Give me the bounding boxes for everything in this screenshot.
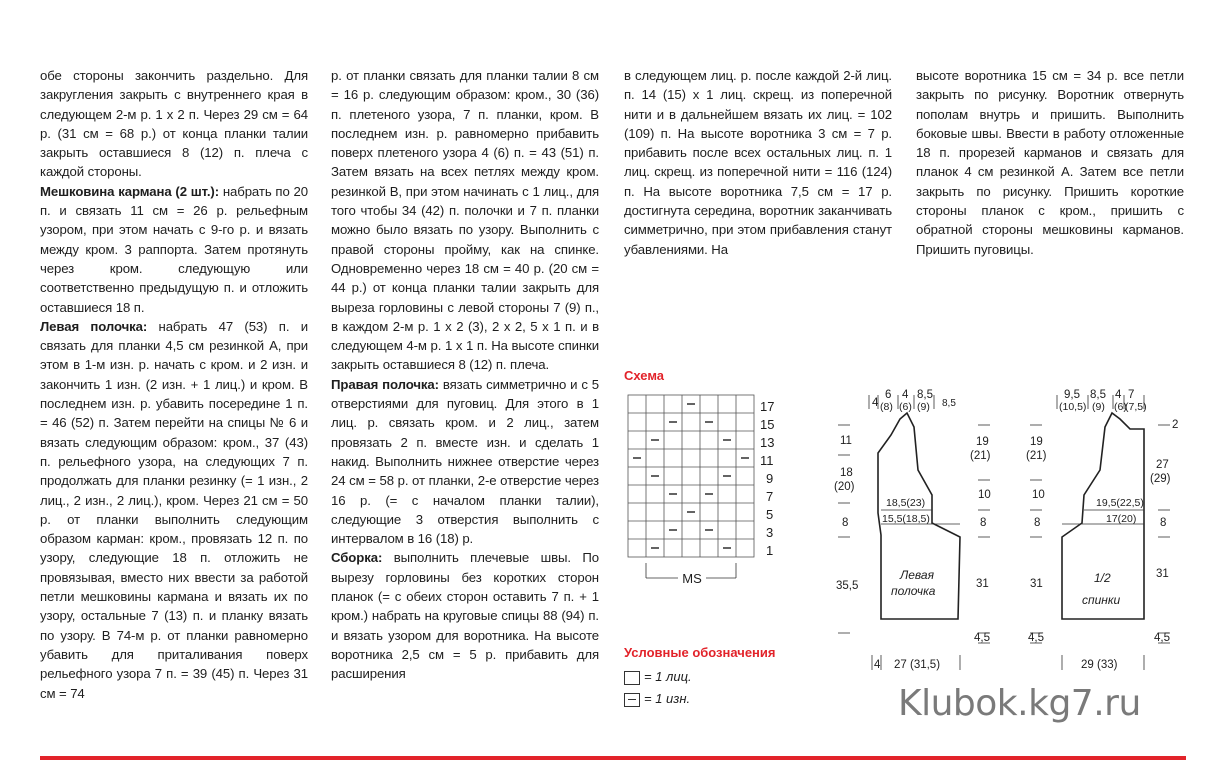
section-heading: Мешковина кармана (2 шт.):	[40, 183, 219, 199]
legend-item-purl	[624, 691, 690, 707]
dimension-labels	[1026, 389, 1178, 671]
dimension-lines	[838, 395, 990, 670]
dim-label: (21)	[1026, 450, 1047, 462]
dim-label: (6)	[899, 401, 912, 413]
dim-label: 11	[840, 435, 852, 447]
dim-label: (21)	[970, 450, 991, 462]
paragraph-text: набрать 47 (53) п. и связать для планки 4,5 см резинкой А, при этом в 1-м изн. р. начать с кром. и 2 изн. и закончить 1 изн. (2 изн. + 1 лиц.) и кром. В последнем изн. р. убавить посередине 1 п. = 46 (52) п. Затем перейти на спицы № 6 и вязать следующим образом: кром., 37 (43) п. рельефного узора, на следующих 7 п. продолжать для планки резинку (= 1 изн., 2 лиц., 2 изн., 2 лиц.), кром. Через 21 см = 50 р. от планки выполнить следующим образом карман: кром., провязать 12 п. по узору, следующие 18 п. отложить не провязывая, вместо них ввести за работой петли мешковины кармана и вязать их по узору, остальные 7 (13) п. и планку вязать по узору. В 74-м р. от планки равномерно убавить для приталивания поверх рельефного узора 7 п. = 39 (45) п. Через 31 см = 74	[40, 318, 308, 701]
pattern-left-front	[828, 385, 1008, 675]
dim-label: 6	[885, 389, 892, 401]
text-column-1	[40, 66, 308, 703]
pattern-half-back	[1020, 385, 1186, 675]
paragraph: в следующем лиц. р. после каждой 2-й лиц. п. 14 (15) х 1 лиц. скрещ. из поперечной нити и в дальнейшем вязать их лиц. = 102 (109) п. На высоте воротника 3 см = 7 р. прибавить после всех остальных лиц. п. 1 лиц. скрещ. из поперечной нити = 116 (124) п. На высоте воротника 7,5 см = 17 р. достигнута середина, воротник заканчивать симметрично, при этом прибавления станут убавлениями. На	[624, 68, 892, 257]
repeat-label: MS	[682, 571, 702, 586]
dim-label: 8,5	[917, 389, 933, 401]
dim-label: 4,5	[1028, 632, 1044, 644]
dim-label: 35,5	[836, 580, 859, 592]
paragraph	[40, 317, 308, 703]
section-heading: Правая полочка:	[331, 376, 439, 392]
dim-label: 9,5	[1064, 389, 1080, 401]
piece-label-line: спинки	[1082, 593, 1121, 607]
text-column-3	[624, 66, 892, 259]
piece-label-line: Левая	[900, 568, 934, 582]
scheme-title: Схема	[624, 368, 665, 383]
dim-label: 8	[980, 517, 987, 529]
dim-label: 10	[978, 489, 991, 501]
dim-label: 31	[1030, 578, 1043, 590]
row-number: 1	[766, 543, 774, 558]
dim-label: 27 (31,5)	[894, 659, 941, 671]
dim-label: 31	[1156, 568, 1169, 580]
row-number: 9	[766, 471, 774, 486]
piece-label	[891, 568, 936, 598]
dim-label: 19	[1030, 436, 1043, 448]
dim-label: 31	[976, 578, 989, 590]
legend-knit-label: = 1 лиц.	[644, 669, 692, 684]
paragraph: высоте воротника 15 см = 34 р. все петли закрыть по рисунку. Воротник отвернуть пополам внутрь и пришить. Выполнить боковые швы. Ввести в работу отложенные 18 п. прорезей карманов и связать для планок 4 см резинкой А. Затем все петли закрыть по рисунку. Пришить короткие стороны планок с кром., пришить с обратной стороны мешковины карманов. Пришить пуговицы.	[916, 68, 1184, 257]
section-heading: Левая полочка:	[40, 318, 148, 334]
dim-label: 2	[1172, 419, 1179, 431]
dim-label: 4	[872, 397, 879, 409]
row-number: 5	[766, 507, 774, 522]
dim-label: (9)	[917, 401, 930, 413]
chart-grid	[628, 395, 754, 557]
row-number: 11	[760, 453, 774, 468]
dim-label: 8,5	[942, 398, 956, 409]
section-heading: Сборка:	[331, 550, 383, 566]
paragraph: обе стороны закончить раздельно. Для закругления закрыть с внутреннего края в следующем 2-м р. 1 х 2 п. Через 29 см = 64 р. (31 см = 68 р.) от конца планки талии закрыть оставшиеся 8 (12) п. плеча с каждой стороны.	[40, 68, 308, 180]
knitting-chart	[620, 388, 790, 598]
dimension-lines	[1030, 395, 1170, 670]
dim-label: 4,5	[1154, 632, 1170, 644]
purl-marks	[633, 404, 749, 548]
dim-label: 18	[840, 467, 853, 479]
piece-label-line: 1/2	[1094, 571, 1111, 585]
site-watermark: Klubok.kg7.ru	[898, 683, 1141, 724]
dim-label: 4,5	[974, 632, 990, 644]
dim-label: 4	[902, 389, 909, 401]
dim-label: 7	[1128, 389, 1135, 401]
row-number: 15	[760, 417, 775, 432]
dim-label: 4	[874, 659, 881, 671]
footer-rule	[40, 756, 1186, 760]
dim-label: 27	[1156, 459, 1169, 471]
dim-label: 8	[1034, 517, 1041, 529]
paragraph-text: выполнить плечевые швы. По вырезу горловины без коротких сторон планок (= с обеих сторон оставить 7 п. + 1 кром.) набрать на круговые спицы 88 (94) п. и вязать узором для воротника. На высоте воротника 2,5 см = 5 р. прибавить для расширения	[331, 550, 599, 682]
dim-label: (9)	[1092, 401, 1105, 413]
dim-label: (10,5)	[1059, 401, 1087, 413]
dim-label: 10	[1032, 489, 1045, 501]
dim-label: 19	[976, 436, 989, 448]
paragraph-text: вязать симметрично и с 5 отверстиями для пуговиц. Для этого в 1 лиц. р. связать кром. и 2 лиц., затем провязать 2 п. вместе изн. и сделать 1 накид. Выполнить нижнее отверстие через 24 см = 58 р. от планки, 2-е отверстие через 16 р. (= с началом планки талии), следующие 3 отверстия выполнить с интервалом в 16 (18) р.	[331, 376, 599, 547]
dimension-labels	[834, 389, 991, 671]
paragraph	[40, 182, 308, 317]
text-column-2	[331, 66, 599, 684]
legend-item-knit	[624, 669, 692, 685]
dim-label: (6)	[1114, 401, 1127, 413]
piece-label	[1082, 571, 1121, 607]
purl-symbol-icon	[624, 693, 640, 707]
dim-label: 8	[1160, 517, 1167, 529]
knit-symbol-icon	[624, 671, 640, 685]
dim-label: 8	[842, 517, 849, 529]
paragraph: р. от планки связать для планки талии 8 см = 16 р. следующим образом: кром., 30 (36) п. плетеного узора, 7 п. планки, кром. В последнем изн. р. равномерно прибавить поверх плетеного узора 4 (6) п. = 43 (51) п. Затем вязать на всех петлях между кром. резинкой В, при этом начинать с 1 лиц., для того чтобы 34 (42) п. полочки и 7 п. планки можно было вязать по узору. Выполнить с правой стороны пройму, как на спинке. Одновременно через 18 см = 40 р. (20 см = 44 р.) от конца планки талии закрыть для выреза горловины с левой стороны 7 (9) п., в каждом 2-м р. 1 х 2 (3), 2 х 2, 5 х 1 п. и в следующем 4-м р. 1 х 1 п. На высоте спинки закрыть оставшиеся 8 (12) п. плеча.	[331, 68, 599, 373]
row-numbers	[760, 399, 774, 558]
dim-label: 18,5(23)	[886, 497, 926, 509]
dim-label: 19,5(22,5)	[1096, 497, 1144, 509]
dim-label: 4	[1115, 389, 1122, 401]
paragraph	[331, 375, 599, 549]
row-number: 17	[760, 399, 775, 414]
paragraph	[331, 548, 599, 683]
row-number: 3	[766, 525, 774, 540]
dim-label: (8)	[880, 401, 893, 413]
piece-label-line: полочка	[891, 584, 936, 598]
paragraph-text: набрать по 20 п. и связать 11 см = 26 р. рельефным узором, при этом начать с 9-го р. и вязать между кром. 3 раппорта. Затем протянуть через кром. следующую или соответственно предыдущую п. и отложить оставшиеся 18 п.	[40, 183, 308, 315]
dim-label: (7,5)	[1125, 401, 1147, 413]
row-number: 13	[760, 435, 775, 450]
dim-label: 17(20)	[1106, 513, 1137, 525]
dim-label: 29 (33)	[1081, 659, 1118, 671]
legend-purl-label: = 1 изн.	[644, 691, 691, 706]
dim-label: (29)	[1150, 473, 1171, 485]
legend-title: Условные обозначения	[624, 645, 776, 660]
dim-label: 15,5(18,5)	[882, 513, 930, 525]
row-number: 7	[766, 489, 774, 504]
dim-label: 8,5	[1090, 389, 1106, 401]
text-column-4	[916, 66, 1184, 259]
dim-label: (20)	[834, 481, 855, 493]
